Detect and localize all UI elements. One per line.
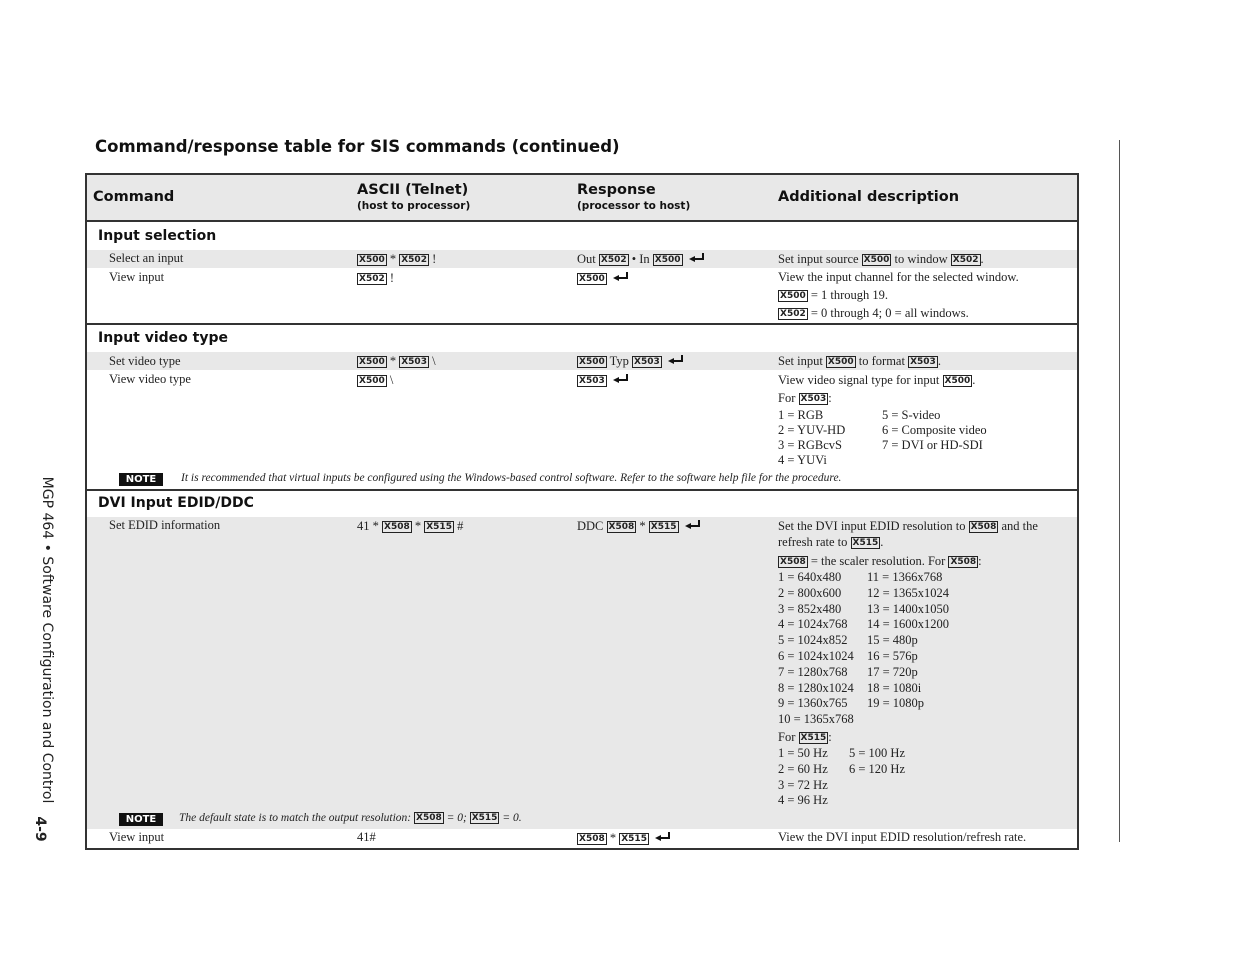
list-item: 14 = 1600x1200: [867, 617, 950, 632]
desc-text: to format: [858, 354, 905, 368]
var-box: X500: [359, 376, 385, 386]
var-box: X500: [579, 357, 605, 367]
var-box: X503: [910, 357, 936, 367]
list-item: 12 = 1365x1024: [867, 585, 950, 600]
return-icon: [689, 253, 705, 263]
list-item: 6 = 120 Hz: [849, 761, 905, 776]
list-item: 5 = 1024x852: [778, 633, 848, 648]
rate-for: [778, 730, 832, 745]
header-command: Command: [93, 189, 175, 205]
var-box: X515: [471, 813, 498, 823]
desc-view-input-1: View the input channel for the selected window.: [778, 270, 1019, 284]
list-item: 6 = 1024x1024: [778, 648, 854, 663]
list-item: 9 = 1360x765: [778, 696, 848, 711]
list-item: 1 = RGB: [778, 408, 824, 422]
return-icon: [613, 272, 629, 282]
side-label: MGP 464 • Software Configuration and Control: [39, 476, 55, 804]
return-icon: [685, 520, 701, 530]
sep: *: [389, 354, 397, 368]
desc-text: Set input source: [778, 252, 859, 266]
list-item: 1 = 50 Hz: [778, 746, 828, 760]
header-divider: [87, 220, 1077, 222]
page-title: Command/response table for SIS commands (continued): [95, 137, 620, 156]
rate-left: [778, 746, 828, 809]
list-item: 5 = 100 Hz: [849, 746, 905, 760]
var-box: X515: [621, 834, 647, 844]
list-item: 13 = 1400x1050: [867, 601, 950, 616]
video-format-list: [778, 408, 1068, 472]
command-table: [85, 173, 1079, 850]
desc-view-input-2: [778, 288, 888, 303]
list-item: 4 = 1024x768: [778, 617, 848, 632]
list-item: 4 = YUVi: [778, 453, 827, 467]
desc-text: :: [978, 554, 982, 568]
list-item: 2 = 60 Hz: [778, 761, 828, 776]
list-item: 3 = 852x480: [778, 601, 842, 616]
cmd-end: !: [389, 271, 395, 285]
desc-select-input: [778, 252, 984, 267]
cmd-view-edid: View input: [109, 830, 165, 844]
resp-select-input: [577, 252, 705, 267]
cmd-view-input: View input: [109, 270, 165, 284]
list-item: 2 = YUV-HD: [778, 423, 846, 437]
header-response-sub: (processor to host): [577, 200, 691, 212]
list-item: 18 = 1080i: [867, 680, 922, 695]
resolution-left: [778, 570, 854, 728]
var-box: X502: [952, 255, 979, 265]
var-box: X503: [634, 357, 660, 367]
ascii-view-video-type: [357, 373, 393, 388]
resp-view-video-type: [577, 373, 629, 388]
video-format-right: [882, 408, 987, 453]
desc-text: View video signal type for input: [778, 373, 940, 387]
section-input-selection: Input selection: [98, 228, 217, 244]
desc-text: = 1 through 19.: [810, 288, 889, 302]
ascii-prefix: 41 *: [357, 519, 379, 533]
var-box: X508: [780, 557, 806, 567]
var-box: X503: [579, 376, 605, 386]
desc-text: Set input: [778, 354, 823, 368]
sep: *: [414, 519, 422, 533]
desc-text: .: [980, 252, 984, 266]
var-box: X502: [600, 255, 627, 265]
video-format-for: [778, 391, 832, 406]
list-item: 7 = 1280x768: [778, 664, 848, 679]
cmd-end: \: [389, 373, 394, 387]
cmd-select-input: Select an input: [109, 251, 184, 265]
var-box: X508: [970, 522, 997, 532]
note-virtual-inputs: It is recommended that virtual inputs be configured using the Windows-based control software. Refer to the software help file for the procedure.: [181, 472, 842, 484]
ascii-view-input: [357, 271, 394, 286]
var-box: X502: [780, 309, 806, 319]
list-item: 19 = 1080p: [867, 696, 925, 711]
var-box: X500: [359, 255, 385, 265]
ascii-set-video-type: [357, 354, 436, 369]
header-ascii-sub: (host to processor): [357, 200, 471, 212]
ascii-select-input: [357, 252, 436, 267]
var-box: X500: [359, 357, 385, 367]
rate-list: [778, 746, 978, 810]
note-default-state: [179, 812, 522, 824]
cmd-end: #: [457, 519, 464, 533]
desc-text: refresh rate to: [778, 535, 848, 549]
list-item: 6 = Composite video: [882, 423, 987, 437]
list-item: 2 = 800x600: [778, 585, 842, 600]
list-item: 7 = DVI or HD-SDI: [882, 438, 983, 452]
header-description: Additional description: [778, 189, 960, 205]
section-divider: [87, 489, 1077, 491]
side-rule: [1119, 140, 1120, 842]
return-icon: [613, 374, 629, 384]
resp-out: Out: [577, 252, 596, 266]
resolution-right: [867, 570, 949, 712]
list-item: 3 = RGBcvS: [778, 438, 843, 452]
list-item: 15 = 480p: [867, 633, 918, 648]
desc-view-input-3: [778, 306, 969, 321]
list-item: 11 = 1366x768: [867, 570, 943, 584]
desc-text: .: [880, 535, 884, 549]
cmd-set-video-type: Set video type: [109, 354, 181, 368]
desc-set-edid-1: [778, 519, 1038, 534]
section-divider: [87, 323, 1077, 325]
cmd-end: !: [432, 252, 437, 266]
return-icon: [668, 355, 684, 365]
resolution-list: [778, 570, 1058, 730]
resp-set-edid: [577, 519, 701, 534]
desc-view-edid: View the DVI input EDID resolution/refresh rate.: [778, 830, 1027, 844]
list-item: 1 = 640x480: [778, 570, 842, 584]
desc-view-video-type: [778, 373, 975, 388]
desc-text: For: [778, 391, 796, 405]
var-box: X508: [608, 522, 635, 532]
list-item: 5 = S-video: [882, 408, 941, 422]
desc-text: :: [828, 730, 832, 744]
resp-in: • In: [631, 252, 650, 266]
note-text-part: = 0.: [502, 812, 522, 824]
var-box: X515: [426, 522, 452, 532]
desc-text: For: [778, 730, 796, 744]
var-box: X500: [579, 274, 605, 284]
cmd-end: \: [432, 354, 436, 368]
desc-text: .: [937, 354, 941, 368]
header-response: Response: [577, 182, 656, 198]
list-item: 17 = 720p: [867, 664, 918, 679]
note-badge: NOTE: [119, 473, 163, 486]
var-box: X500: [780, 291, 806, 301]
note-text-part: The default state is to match the output resolution:: [179, 812, 412, 824]
desc-text: Set the DVI input EDID resolution to: [778, 519, 966, 533]
note-badge: NOTE: [119, 813, 163, 826]
desc-text: = 0 through 4; 0 = all windows.: [810, 306, 969, 320]
var-box: X508: [384, 522, 410, 532]
header-ascii: ASCII (Telnet): [357, 182, 469, 198]
var-box: X500: [863, 255, 890, 265]
var-box: X508: [579, 834, 605, 844]
list-item: 16 = 576p: [867, 648, 918, 663]
var-box: X508: [416, 813, 442, 823]
desc-text: = the scaler resolution. For: [810, 554, 946, 568]
section-input-video-type: Input video type: [98, 330, 228, 346]
video-format-left: [778, 408, 845, 468]
cmd-set-edid: Set EDID information: [109, 518, 221, 532]
cmd-view-video-type: View video type: [109, 372, 191, 386]
list-item: 8 = 1280x1024: [778, 680, 854, 695]
desc-set-video-type: [778, 354, 941, 369]
list-item: 10 = 1365x768: [778, 712, 854, 727]
sep: *: [389, 252, 397, 266]
rate-right: [849, 746, 905, 778]
sep: *: [609, 831, 617, 845]
page-number: 4-9: [32, 816, 48, 842]
desc-text: to window: [894, 252, 948, 266]
resp-set-video-type: [577, 354, 684, 369]
ascii-set-edid: [357, 519, 463, 534]
resp-view-input: [577, 271, 629, 286]
var-box: X500: [654, 255, 681, 265]
resp-typ: Typ: [609, 354, 629, 368]
section-dvi-edid: DVI Input EDID/DDC: [98, 495, 254, 511]
var-box: X500: [827, 357, 854, 367]
var-box: X515: [650, 522, 677, 532]
var-box: X502: [359, 274, 385, 284]
var-box: X502: [401, 255, 427, 265]
var-box: X503: [401, 357, 427, 367]
return-icon: [655, 832, 671, 842]
note-text-part: = 0;: [446, 812, 467, 824]
resp-view-edid: [577, 831, 671, 846]
var-box: X500: [944, 376, 971, 386]
list-item: 4 = 96 Hz: [778, 793, 828, 808]
var-box: X515: [852, 538, 879, 548]
list-item: 3 = 72 Hz: [778, 777, 828, 792]
desc-text: .: [972, 373, 976, 387]
desc-scaler: [778, 554, 982, 569]
desc-text: and the: [1001, 519, 1038, 533]
desc-text: :: [828, 391, 832, 405]
desc-set-edid-2: [778, 535, 883, 550]
sep: *: [639, 519, 646, 533]
var-box: X508: [950, 557, 977, 567]
var-box: X503: [800, 394, 827, 404]
var-box: X515: [800, 733, 827, 743]
ascii-view-edid: 41#: [357, 830, 376, 844]
resp-ddc: DDC: [577, 519, 604, 533]
